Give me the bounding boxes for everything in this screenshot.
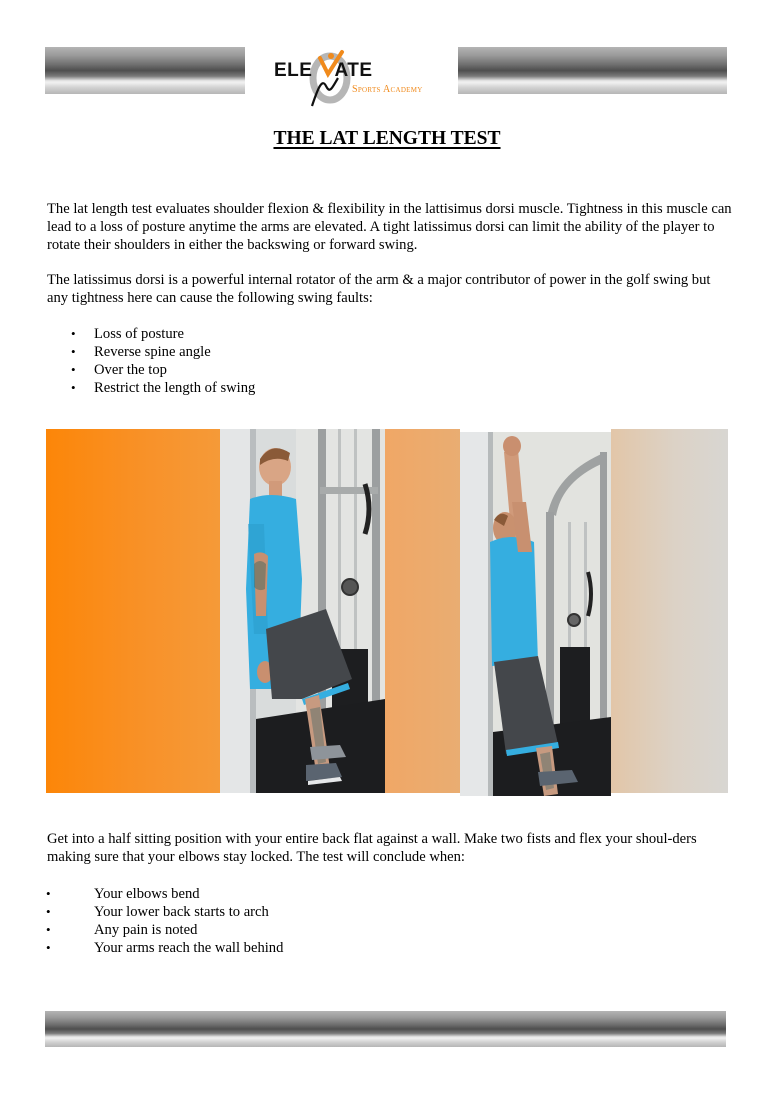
header-bar-right (458, 47, 727, 94)
list-item-text: Reverse spine angle (94, 344, 211, 360)
list-item (71, 343, 255, 361)
list-item-text: Restrict the length of swing (94, 380, 256, 396)
photo-start-position (220, 429, 385, 793)
bullet-icon: • (46, 904, 51, 919)
list-item (46, 939, 284, 957)
header-bar-left (45, 47, 245, 94)
band-panel-grey (611, 429, 728, 793)
bullet-icon: • (71, 344, 76, 359)
instructions-paragraph: Get into a half sitting position with your entire back flat against a wall. Make two fists and flex your shoul-ders making sure that your elbows stay locked. The test will conclude when: (47, 831, 697, 865)
elevate-logo (268, 48, 438, 110)
intro-paragraph-1: The lat length test evaluates shoulder flexion & flexibility in the lattisimus dorsi muscle. Tightness in this muscle can lead to a loss of posture anytime the arms are elevated. A tight latissimus dorsi can limit the ability of the player to rotate their shoulders in either the backswing or forward swing. (47, 201, 732, 253)
list-item-text: Your arms reach the wall behind (94, 940, 284, 956)
person-arms-down-image (220, 429, 385, 793)
band-panel-orange (46, 429, 220, 793)
bullet-icon: • (71, 380, 76, 395)
list-item (46, 903, 283, 921)
person-arm-raised-image (460, 432, 611, 796)
logo-word-left: ELE (274, 60, 313, 81)
list-item (46, 921, 283, 939)
logo-subtitle: Sports Academy (352, 84, 423, 95)
list-item-text: Over the top (94, 362, 167, 378)
logo-word-right: ATE (334, 60, 373, 81)
exercise-photo-band (46, 429, 728, 793)
bullet-icon: • (71, 362, 76, 377)
list-item-text: Loss of posture (94, 326, 184, 342)
intro-paragraph-2: The latissimus dorsi is a powerful internal rotator of the arm & a major contributor of power in the golf swing but any tightness here can cause the following swing faults: (47, 272, 711, 306)
bullet-icon: • (46, 940, 51, 955)
list-item (71, 361, 255, 379)
list-item-text: Your elbows bend (94, 886, 200, 902)
footer-bar (45, 1011, 726, 1047)
list-item-text: Any pain is noted (94, 922, 198, 938)
logo-wordmark (274, 60, 373, 82)
end-conditions-list (46, 885, 284, 957)
swing-faults-list (71, 325, 256, 397)
bullet-icon: • (71, 326, 76, 341)
bullet-icon: • (46, 922, 51, 937)
photo-end-position (460, 432, 611, 796)
band-panel-peach (385, 429, 460, 793)
page-title: THE LAT LENGTH TEST (273, 128, 501, 149)
list-item-text: Your lower back starts to arch (94, 904, 269, 920)
list-item (71, 379, 256, 397)
bullet-icon: • (46, 886, 51, 901)
list-item (71, 325, 255, 343)
list-item (46, 885, 283, 903)
